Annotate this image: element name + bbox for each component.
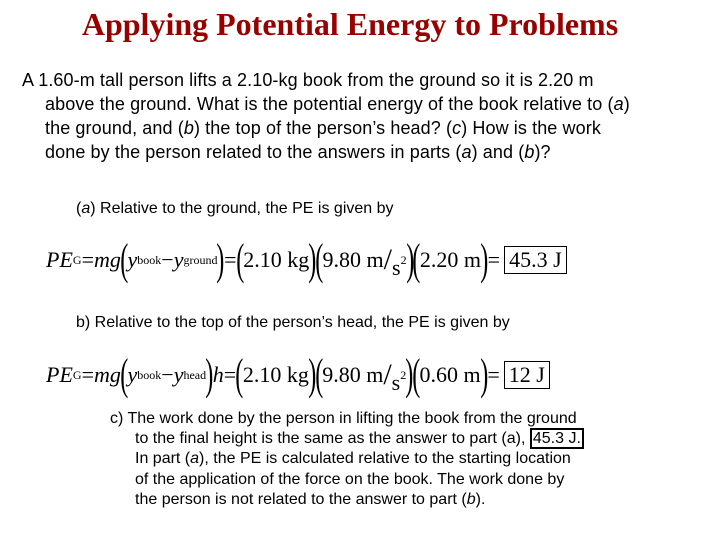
part-c-line-3 xyxy=(110,449,670,469)
eq-subscript: G xyxy=(72,252,82,267)
eq-symbol: mg xyxy=(93,362,121,387)
eq-exponent: 2 xyxy=(400,252,407,267)
eq-symbol: h xyxy=(212,362,224,387)
eq-subscript: book xyxy=(137,252,162,267)
eq-subscript: head xyxy=(183,367,207,382)
problem-statement xyxy=(22,68,702,164)
eq-exponent: 2 xyxy=(400,367,407,382)
eq-operator: − xyxy=(161,362,174,387)
problem-line-2 xyxy=(22,92,702,116)
eq-symbol: mg xyxy=(93,247,121,272)
part-c-text: the person is not related to the answer to part ( xyxy=(135,490,467,508)
problem-line-3 xyxy=(22,116,702,140)
result-box: 12 J xyxy=(504,361,550,389)
part-letter: b xyxy=(183,118,194,138)
eq-fraction xyxy=(322,243,407,280)
part-c-text: ), the PE is calculated relative to the starting location xyxy=(199,450,571,468)
equation-part-b xyxy=(46,350,550,399)
right-paren: ) xyxy=(308,235,317,284)
result-box: 45.3 J xyxy=(504,246,567,274)
part-c-line-2 xyxy=(110,429,670,449)
eq-operator: = xyxy=(487,362,500,387)
problem-line-4 xyxy=(22,140,702,164)
eq-fraction xyxy=(322,358,407,395)
left-paren: ( xyxy=(235,350,244,399)
part-letter: b xyxy=(466,490,476,508)
part-a-intro xyxy=(76,199,394,219)
part-c-line-5 xyxy=(110,490,670,510)
part-letter: b xyxy=(524,142,535,162)
part-letter: a xyxy=(81,200,91,217)
part-c-line-4: of the application of the force on the book. The work done by xyxy=(135,470,565,488)
left-paren: ( xyxy=(412,350,421,399)
part-c-text: In part ( xyxy=(135,450,191,468)
left-paren: ( xyxy=(314,350,323,399)
problem-text: the ground, and ( xyxy=(45,118,184,138)
eq-value: 9.80 m xyxy=(322,362,384,387)
right-paren: ) xyxy=(308,350,317,399)
eq-operator: − xyxy=(161,247,174,272)
part-c-answer xyxy=(110,409,670,510)
highlighted-answer: 45.3 J. xyxy=(530,428,584,449)
eq-value: 9.80 m xyxy=(322,247,384,272)
eq-symbol: PE xyxy=(46,247,73,272)
left-paren: ( xyxy=(120,235,129,284)
page-title: Applying Potential Energy to Problems xyxy=(81,6,619,42)
right-paren: ) xyxy=(480,235,489,284)
eq-symbol: y xyxy=(127,247,138,272)
eq-symbol: y xyxy=(173,247,184,272)
part-a-paren: ( xyxy=(76,200,82,217)
problem-line-1: A 1.60-m tall person lifts a 2.10-kg book from the ground so it is 2.20 m xyxy=(22,70,594,90)
right-paren: ) xyxy=(405,235,414,284)
problem-text: )? xyxy=(534,142,551,162)
right-paren: ) xyxy=(205,350,214,399)
part-c-text: to the final height is the same as the answer to part (a), xyxy=(135,430,530,448)
problem-text: ) xyxy=(623,94,630,114)
left-paren: ( xyxy=(315,235,324,284)
eq-symbol: PE xyxy=(46,362,73,387)
part-c-text: ). xyxy=(475,490,486,508)
part-c-line-1: c) The work done by the person in lifting the book from the ground xyxy=(110,410,577,427)
eq-symbol: y xyxy=(127,362,138,387)
part-letter: b xyxy=(76,314,85,331)
eq-subscript: book xyxy=(137,367,162,382)
part-b-intro-text: ) Relative to the top of the person’s head, the PE is given by xyxy=(84,314,510,331)
part-a-intro-text: ) Relative to the ground, the PE is given by xyxy=(90,200,394,217)
eq-value: 2.10 kg xyxy=(242,362,309,387)
problem-text: ) and ( xyxy=(471,142,525,162)
eq-operator: = xyxy=(81,362,94,387)
eq-operator: = xyxy=(223,362,237,387)
eq-slash: / xyxy=(383,243,392,276)
part-letter: a xyxy=(190,450,200,468)
left-paren: ( xyxy=(120,350,129,399)
eq-value: 2.20 m xyxy=(419,247,481,272)
eq-subscript: G xyxy=(72,367,82,382)
eq-slash: / xyxy=(383,358,392,391)
eq-value: s xyxy=(392,255,401,280)
problem-text: ) the top of the person’s head? ( xyxy=(193,118,453,138)
left-paren: ( xyxy=(412,235,421,284)
eq-subscript: ground xyxy=(183,252,218,267)
part-letter: c xyxy=(452,118,462,138)
problem-text: ) How is the work xyxy=(461,118,601,138)
eq-operator: = xyxy=(487,247,501,272)
left-paren: ( xyxy=(235,235,244,284)
part-b-intro xyxy=(76,313,510,333)
eq-symbol: y xyxy=(173,362,184,387)
eq-operator: = xyxy=(81,247,94,272)
right-paren: ) xyxy=(216,235,225,284)
part-letter: a xyxy=(613,94,624,114)
right-paren: ) xyxy=(405,350,414,399)
eq-value: s xyxy=(391,370,401,395)
problem-text: done by the person related to the answers in parts ( xyxy=(45,142,462,162)
eq-value: 2.10 kg xyxy=(243,247,310,272)
equation-part-a xyxy=(46,235,567,284)
eq-operator: = xyxy=(224,247,237,272)
part-letter: a xyxy=(461,142,472,162)
problem-text: above the ground. What is the potential energy of the book relative to ( xyxy=(45,94,614,114)
right-paren: ) xyxy=(479,350,489,399)
eq-value: 0.60 m xyxy=(419,362,481,387)
